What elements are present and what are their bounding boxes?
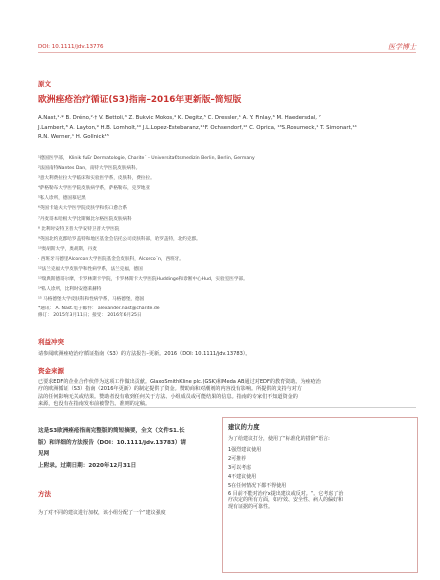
- notice-line: 上附录。过期日期：2020年12月31日: [38, 462, 137, 469]
- list-item: 1强烈建议使用: [228, 447, 262, 453]
- section-label: 原文: [38, 80, 51, 88]
- funding-text: [38, 379, 418, 409]
- funding-line: 法的任何影响无关或结果。赞助者没有收到任何关于方法、小组成员或可能结果的信息。指南的专家们不知道资金的: [38, 393, 298, 400]
- list-item: 5在任何情况下都不得使用: [228, 482, 287, 489]
- author-line: A.Nast,¹·* B. Dréno,²·† V. Bettoli,³ Z. Bukvic Mokos,⁴ K. Degitz,⁵ C. Dressler,¹ A. Y. Finlay,⁶ M. Haedersdal, ⁷: [38, 115, 321, 121]
- box-note: [228, 491, 412, 511]
- summary-notice: [38, 426, 188, 472]
- list-item: 4不建议使用: [228, 473, 257, 480]
- affiliation-line: ¹⁵ 马格德堡大学皮肤科和性病学系，马格德堡，德国: [38, 297, 145, 303]
- recommendation-strength-box: [222, 417, 418, 573]
- conflicts-text: 请参阅欧洲痤疮治疗循证指南（S3）的方法报告–更新。2016（DOI: 10.1111/jdv.13783）。: [38, 351, 251, 357]
- funding-line: 来源，也没有在指南发布前被警告。准则的定稿。: [38, 401, 151, 408]
- affiliation-line: ¹⁰奥胡斯大学，奥胡斯，丹麦: [38, 246, 97, 252]
- notice-line: 这是S3欧洲痤疮指南完整版的简短摘要，全文（文件S1.长: [38, 428, 185, 434]
- affiliation-line: ⁸ 比利时安特卫普大学安特卫普大学医院: [38, 226, 120, 232]
- methods-heading: 方法: [38, 490, 51, 498]
- funding-line: 疗的欧洲循证（S3）指南（2016年更新）的制定提供了资金。赞助商和对潮剂的内容没有影响。所提供的支持与对方: [38, 386, 302, 393]
- list-item: 2可推荐: [228, 455, 247, 462]
- methods-text: 为了对不同的建议进行加权，该小组分配了一个“建议强度: [38, 510, 166, 516]
- header-divider: [38, 52, 416, 53]
- affiliation-line: ¹³瑞典斯德哥尔摩，卡罗林斯卡学院，卡罗林斯卡大学医院Huddinge和诊断中心Hud，实验室医学部。: [38, 277, 248, 283]
- affiliation-line: ³意大利费拉拉大学临床和实验医学系，皮肤科，费拉拉。: [38, 176, 155, 182]
- affiliation-line: ⁴萨格勒布大学医学院皮肤病学系，萨格勒布，克罗地亚: [38, 186, 151, 192]
- correspondence-line: *通讯： A. Nast.电子邮件： alexander.nast@charite.de: [38, 306, 160, 312]
- affiliation-line: ²法国南特Nantes Dan，南特大学医院皮肤病科。: [38, 166, 141, 172]
- box-intro: 为了给建议打分，使用了“标准化的措辞”语言:: [228, 436, 330, 442]
- notice-line: 版）和详细的方法报告（DOI：10.1111/jdv.13783）请见网: [38, 439, 187, 457]
- funding-heading: 资金来源: [38, 367, 64, 375]
- note-line: 疗决定的所有方面，如疗效、安全性、病人的偏好和: [228, 497, 344, 504]
- journal-brand: 医学博士: [388, 43, 416, 51]
- affiliation-line: ⁹英国北约克郡哈罗盖特和地区基金会信托公司皮肤科部，哈罗盖特，北约克郡。: [38, 236, 201, 242]
- affiliation-list: [38, 154, 418, 319]
- affiliation-line: ¹德国医学部， Klinik fuEr Dermatologie, Charite´ - Universita€tsmedizin Berlin, Berlin, Germany: [38, 156, 255, 161]
- note-line: 现有证据的可靠性。: [228, 504, 274, 511]
- section-divider: [38, 407, 416, 408]
- recommendation-list: [228, 446, 412, 491]
- list-item: 3可以考虑: [228, 464, 252, 471]
- box-title: 建议的力度: [228, 424, 260, 431]
- author-line: J.Lambert,⁸ A. Layton,⁹ H.B. Lomholt,¹⁰ J.L.Lopez-Estebaranz,¹¹F. Ochsendorf,¹² C. Oprica, ¹³S.Rosumeck,¹ T. Simonart,¹⁴: [38, 124, 357, 131]
- affiliation-line: ⁶英国卡迪夫大学医学院皮肤学和伤口愈合系: [38, 206, 128, 212]
- author-line: R.N. Werner,¹ H. Gollnick¹⁵: [38, 134, 109, 140]
- affiliation-line: · 西班牙马德里Alcorcon大学医院基金会皮肤科，Alcorco´n，西班牙。: [38, 256, 184, 262]
- affiliation-line: ¹⁴私人诊所，比利时安德莱赫特: [38, 287, 102, 293]
- revision-dates: 修订： 2015年3月11日；接受： 2016年6月25日: [38, 313, 142, 319]
- affiliation-line: ⁷丹麦哥本哈根大学比斯佩比尔格医院皮肤病科: [38, 216, 132, 222]
- affiliation-line: ⁵私人诊所，德国慕尼黑: [38, 196, 86, 202]
- affiliation-line: ¹²法兰克福大学皮肤学和性病学系，法兰克福，德国: [38, 267, 143, 273]
- note-line: 6 目前不能对治疗x提出建议或反对。“。它考虑了治: [228, 490, 344, 497]
- funding-line: 已要求EDF的企业合作伙伴为这项工作做出贡献。GlaxoSmithKline plc.(GSK)和Meda AB通过对EDF的教育资助。为痤疮治: [38, 379, 321, 385]
- conflicts-heading: 利益冲突: [38, 338, 64, 346]
- doi-text: DOI: 10.1111/jdv.13776: [38, 44, 104, 50]
- article-title: 欧洲痤疮治疗循证(S3)指南–2016年更新版–简短版: [38, 95, 242, 105]
- author-list: [38, 114, 418, 143]
